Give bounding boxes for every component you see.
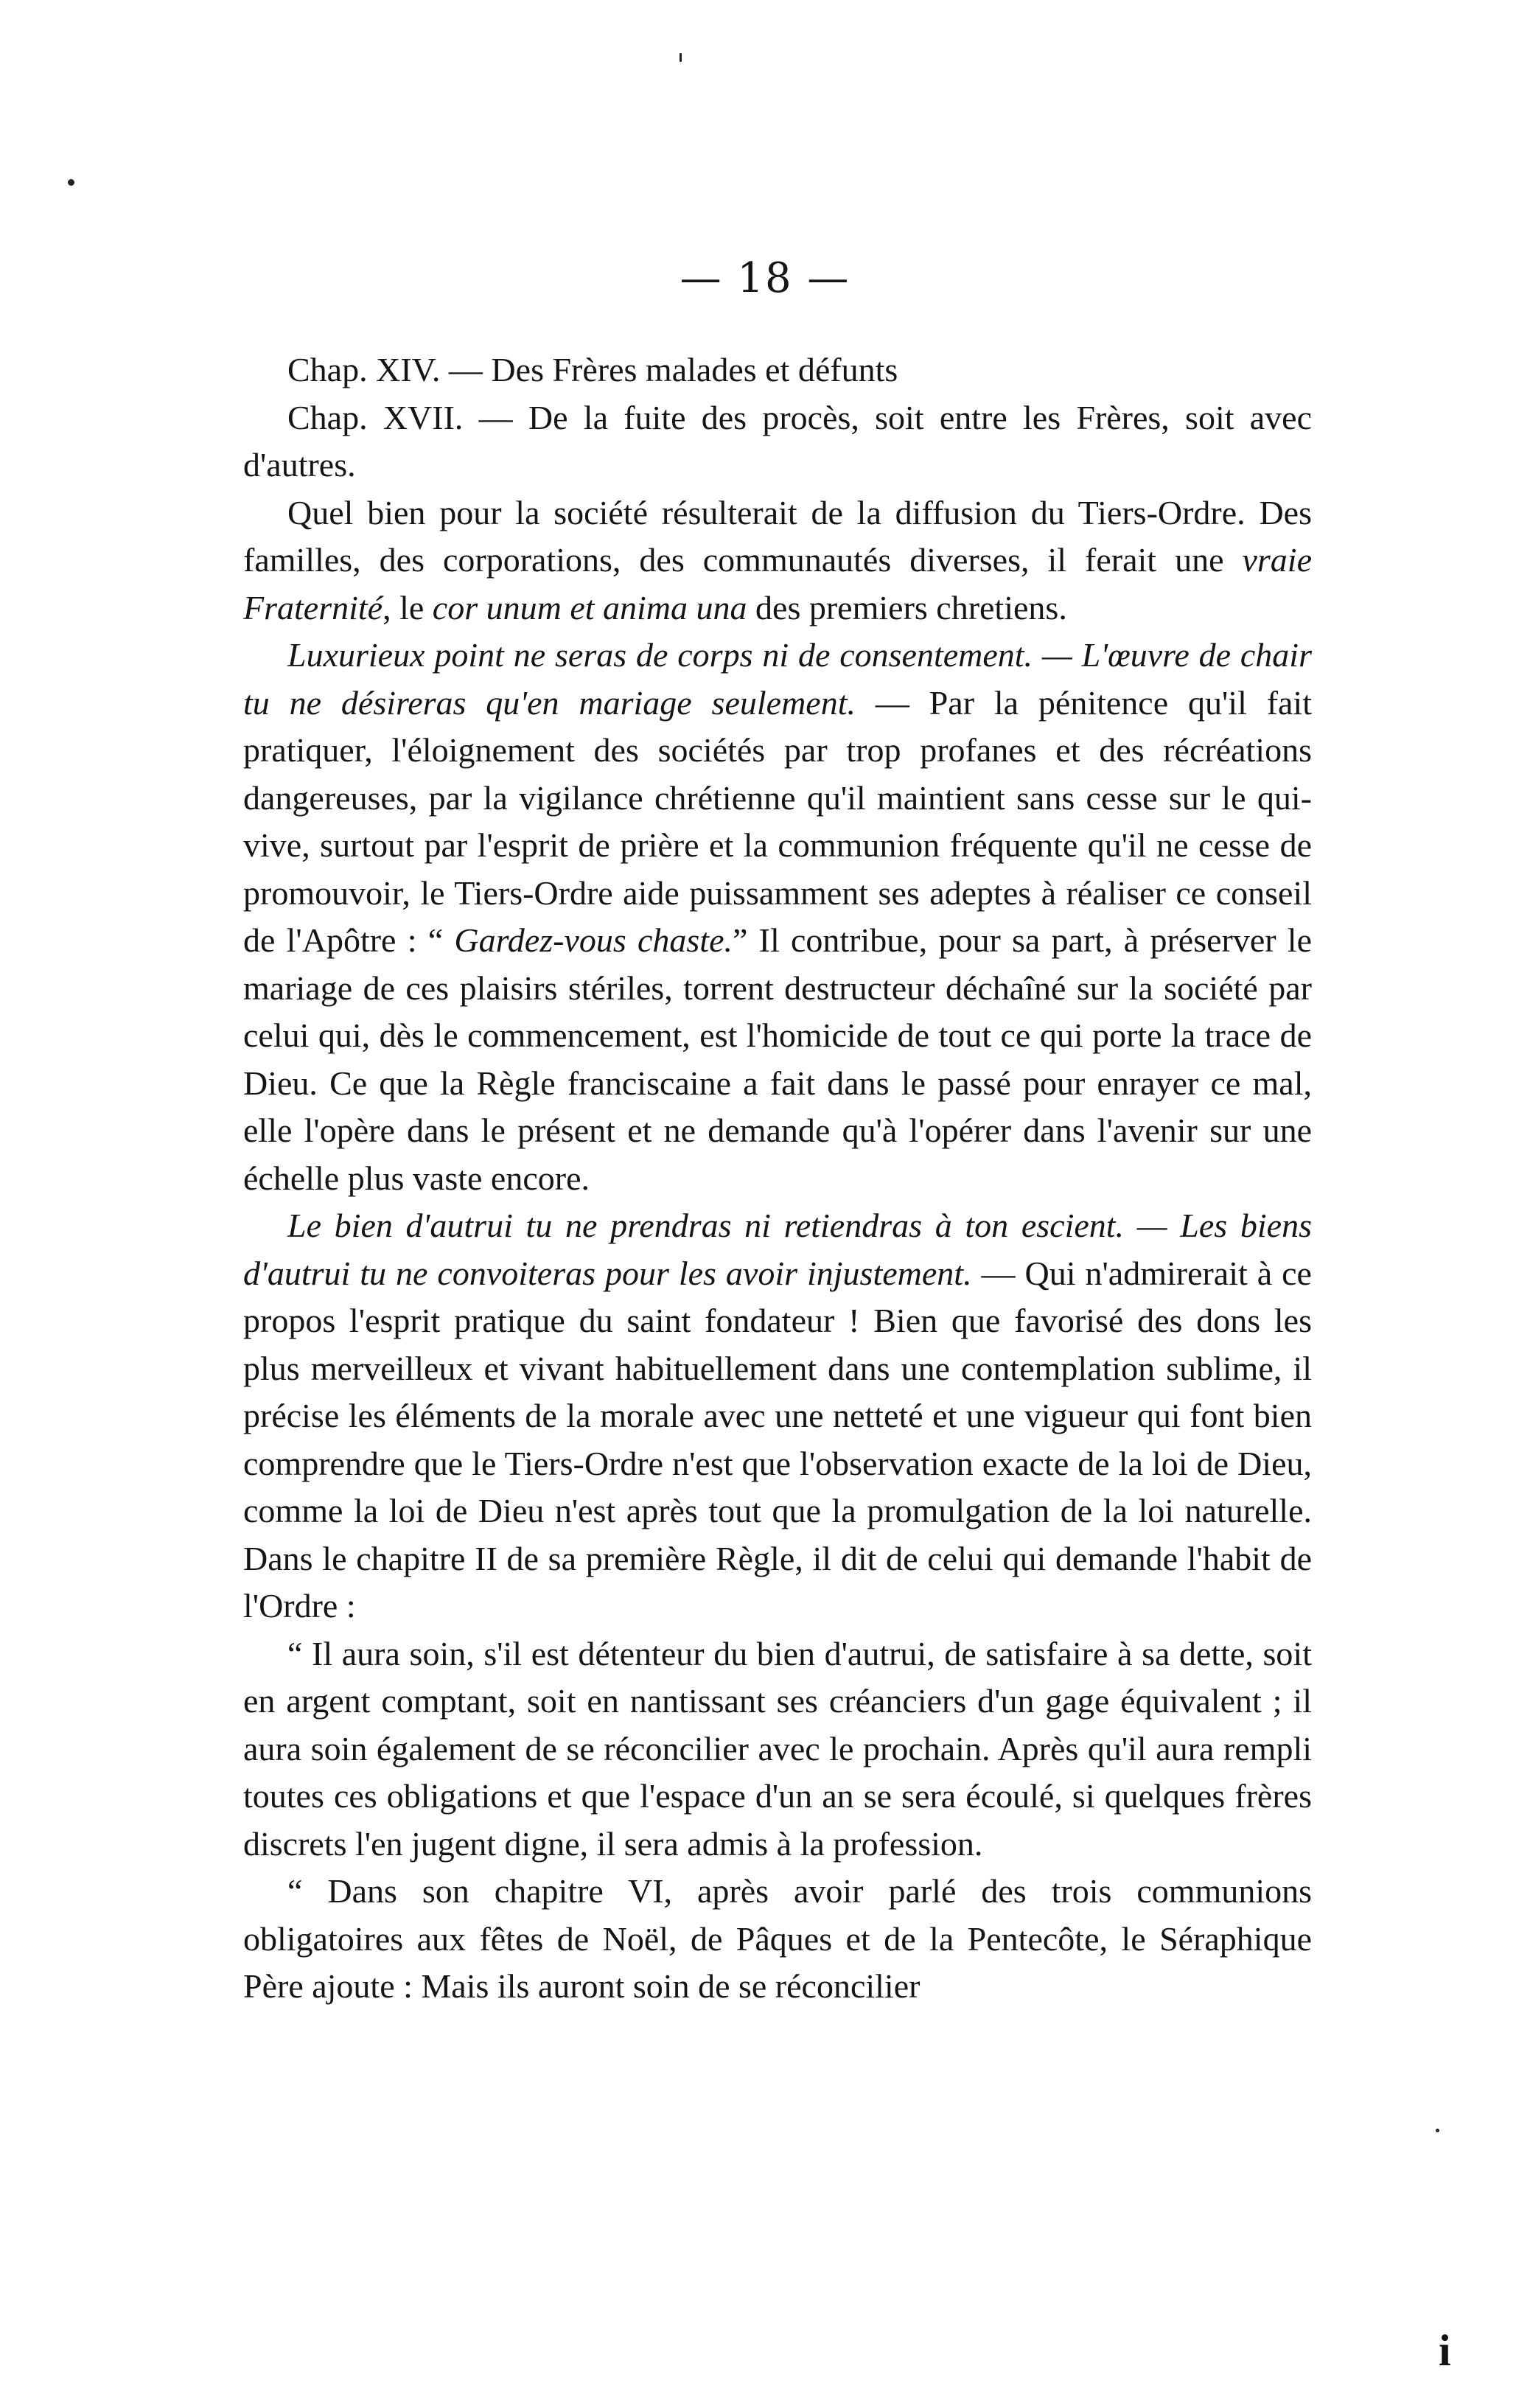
scan-speck bbox=[680, 53, 682, 62]
text-run: “ Dans son chapitre VI, après avoir parlé des trois communions obligatoires aux fêtes de Noël, de Pâques et de la Pentecôte, le Séraphique Père ajoute : Mais ils auront soin de se réconcilier bbox=[243, 1872, 1312, 2005]
paragraph bbox=[243, 346, 1312, 394]
paragraph bbox=[243, 489, 1312, 632]
body-text bbox=[243, 346, 1312, 2011]
page-edge-mark: i bbox=[1439, 2326, 1451, 2375]
text-run: — Par la pénitence qu'il fait pratiquer, l'éloignement des sociétés par trop profanes et des récréations dangereuses, par la vigilance chrétienne qu'il maintient sans cesse sur le qui-vive, surtout par l'esprit de prière et la communion fréquente qu'il ne cesse de promouvoir, le Tiers-Ordre aide puissamment ses adeptes à réaliser ce conseil de l'Apôtre : “ bbox=[243, 683, 1312, 959]
scan-speck bbox=[1436, 2129, 1439, 2132]
text-run: — Qui n'admirerait à ce propos l'esprit pratique du saint fondateur ! Bien que favorisé des dons les plus merveilleux et vivant habituellement dans une contemplation sublime, il précise les éléments de la morale avec une netteté et une vigueur qui font bien comprendre que le Tiers-Ordre n'est que l'observation exacte de la loi de Dieu, comme la loi de Dieu n'est après tout que la promulgation de la loi naturelle. Dans le chapitre II de sa première Règle, il dit de celui qui demande l'habit de l'Ordre : bbox=[243, 1254, 1312, 1624]
text-run: ” Il contribue, pour sa part, à préserver le mariage de ces plaisirs stériles, torrent destructeur déchaîné sur la société par celui qui, dès le commencement, est l'homicide de tout ce qui porte la trace de Dieu. Ce que la Règle franciscaine a fait dans le passé pour enrayer ce mal, elle l'opère dans le présent et ne demande qu'à l'opérer dans l'avenir sur une échelle plus vaste encore. bbox=[243, 921, 1312, 1197]
text-run: Chap. XVII. — De la fuite des procès, soit entre les Frères, soit avec d'autres. bbox=[243, 398, 1312, 484]
text-run: “ Il aura soin, s'il est détenteur du bien d'autrui, de satisfaire à sa dette, soit en argent comptant, soit en nantissant ses créanciers d'un gage équivalent ; il aura soin également de se réconcilier avec le prochain. Après qu'il aura rempli toutes ces obligations et que l'espace d'un an se sera écoulé, si quelques frères discrets l'en jugent digne, il sera admis à la profession. bbox=[243, 1634, 1312, 1863]
paragraph bbox=[243, 1868, 1312, 2011]
italic-run: Luxurieux point ne seras de corps ni de consentement. — L'œuvre de chair tu ne désireras qu'en mariage seulement. bbox=[243, 636, 1312, 722]
page-number: — 18 — bbox=[680, 254, 850, 302]
italic-run: cor unum et anima una bbox=[432, 588, 747, 627]
text-run: Chap. XIV. — Des Frères malades et défunts bbox=[287, 351, 898, 388]
text-run: , le bbox=[382, 588, 433, 627]
paragraph bbox=[243, 1630, 1312, 1868]
italic-run: Le bien d'autrui tu ne prendras ni retiendras à ton escient. — Les biens d'autrui tu ne convoiteras pour les avoir injustement. bbox=[243, 1207, 1312, 1292]
scan-speck bbox=[68, 179, 74, 186]
italic-run: Gardez-vous chaste. bbox=[454, 921, 733, 959]
italic-run: vraie Fraternité bbox=[243, 541, 1312, 627]
text-run: des premiers chretiens. bbox=[747, 588, 1067, 627]
paragraph bbox=[243, 632, 1312, 1202]
paragraph bbox=[243, 394, 1312, 489]
paragraph bbox=[243, 1202, 1312, 1630]
text-run: Quel bien pour la société résulterait de la diffusion du Tiers-Ordre. Des familles, des corporations, des communautés diverses, il ferait une bbox=[243, 493, 1312, 579]
